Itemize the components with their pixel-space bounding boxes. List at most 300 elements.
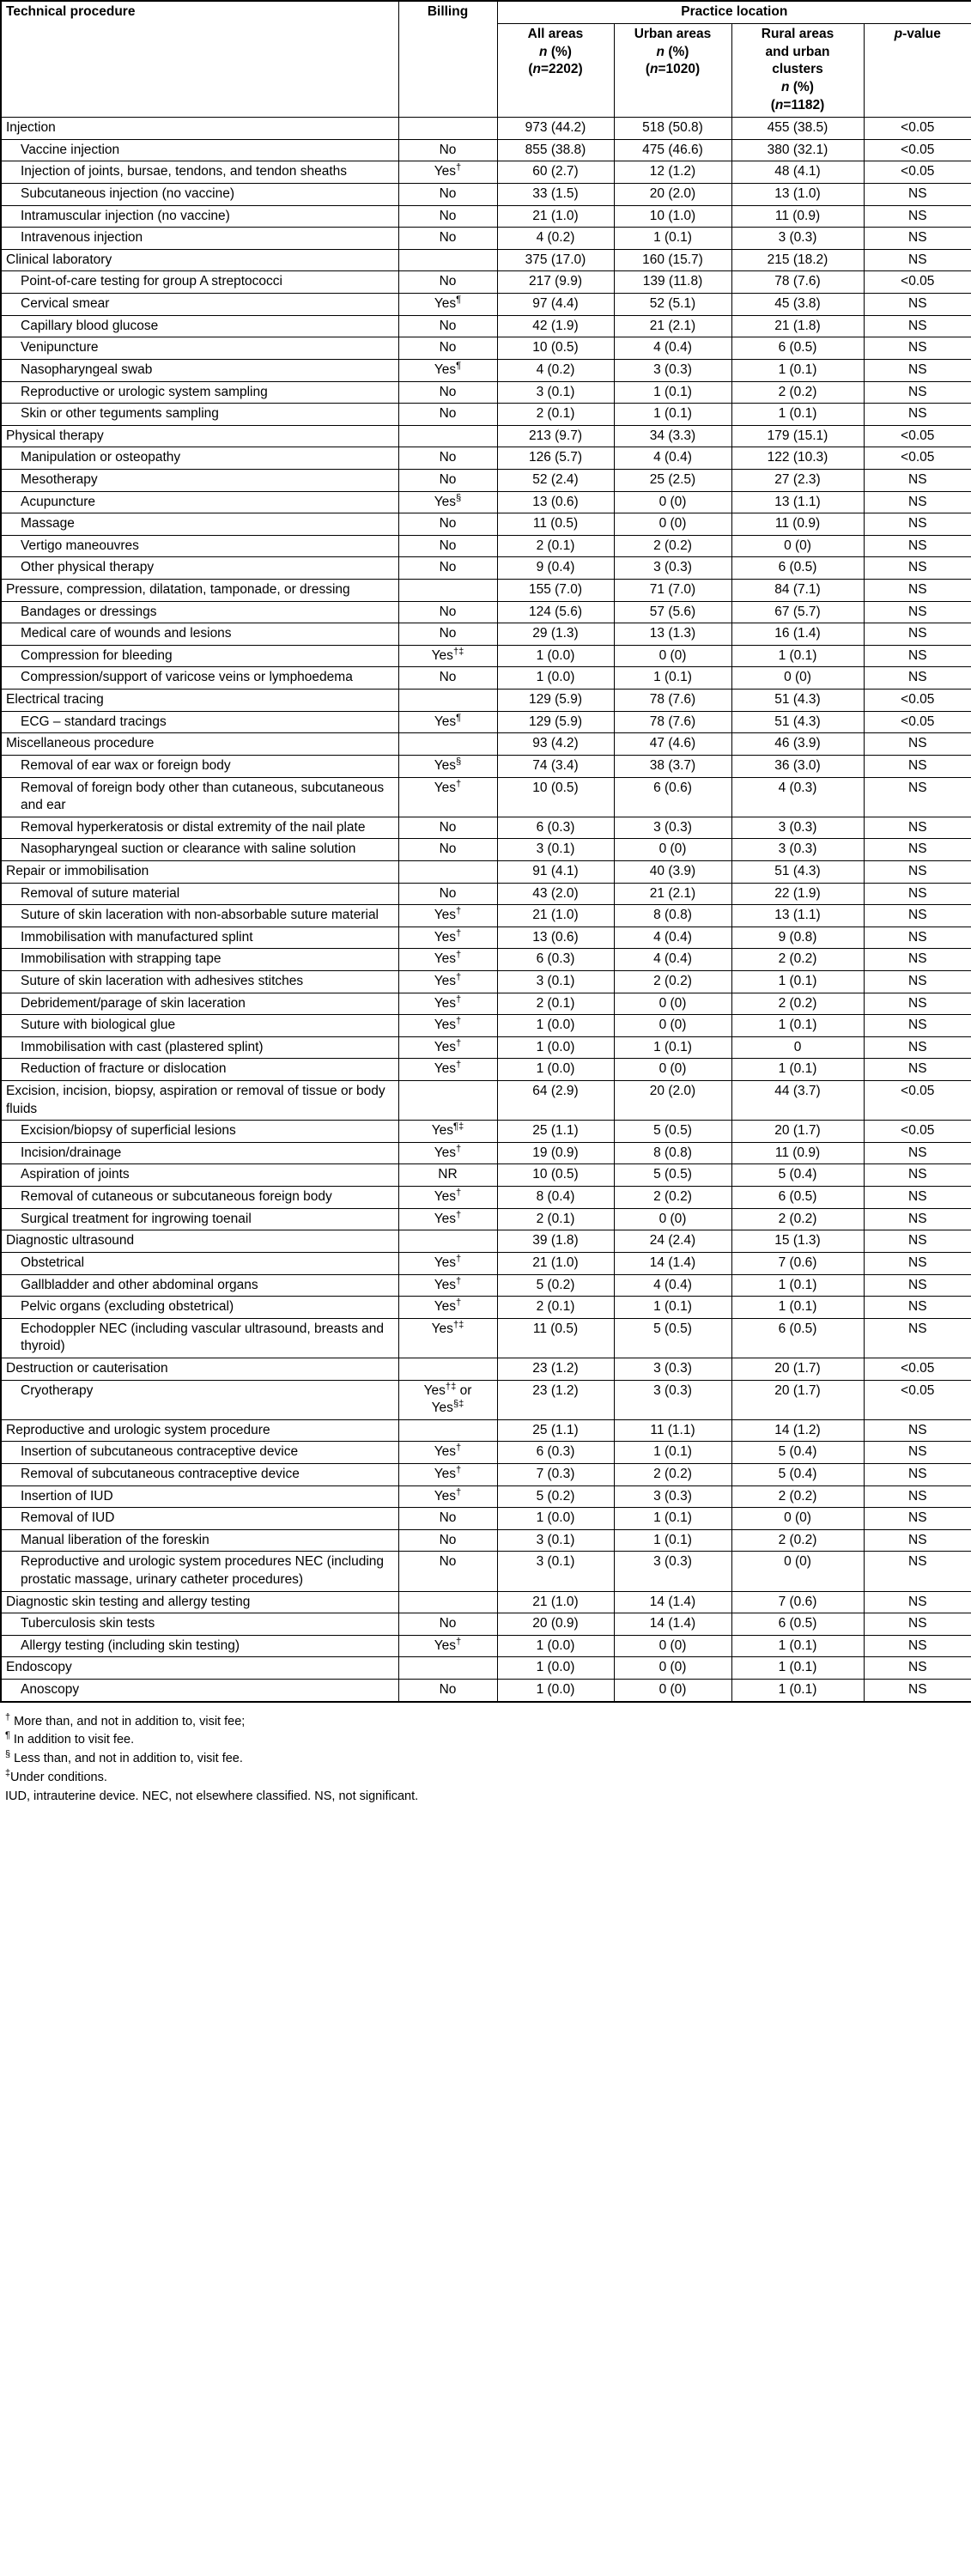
urban-areas-value-cell: 518 (50.8) [614,118,731,140]
p-value-cell: NS [864,535,971,557]
all-areas-value-cell: 5 (0.2) [497,1485,614,1508]
billing-cell: No [398,139,497,161]
footnote-text: More than, and not in addition to, visit fee; [10,1714,246,1728]
p-value-cell: NS [864,1657,971,1680]
p-value-cell: NS [864,469,971,491]
billing-footnote-marker: †‡ [452,646,464,657]
procedure-name-cell: Medical care of wounds and lesions [1,623,398,646]
all-areas-value-cell: 93 (4.2) [497,733,614,756]
p-value-cell: NS [864,1635,971,1657]
billing-footnote-marker: † [456,1187,462,1198]
urban-areas-value-cell: 475 (46.6) [614,139,731,161]
billing-cell: Yes† [398,1036,497,1059]
rural-areas-value-cell: 1 (0.1) [731,645,864,667]
urban-areas-value-cell: 0 (0) [614,1208,731,1230]
p-value-cell: NS [864,949,971,971]
urban-areas-value-cell: 0 (0) [614,1059,731,1081]
billing-cell: No [398,623,497,646]
table-header [1,1,971,118]
procedure-name-cell: Debridement/parage of skin laceration [1,993,398,1015]
billing-cell: Yes† [398,1464,497,1486]
billing-cell: No [398,271,497,294]
urban-areas-value-cell: 2 (0.2) [614,1464,731,1486]
all-areas-value-cell: 155 (7.0) [497,580,614,602]
all-areas-value-cell: 42 (1.9) [497,315,614,337]
rural-areas-value-cell: 11 (0.9) [731,205,864,228]
urban-areas-value-cell: 24 (2.4) [614,1230,731,1253]
p-value-cell: NS [864,1015,971,1037]
p-value-cell: NS [864,381,971,404]
procedure-name-cell: Nasopharyngeal swab [1,359,398,381]
footnote-text: IUD, intrauterine device. NEC, not elsewhere classified. NS, not significant. [5,1789,419,1803]
urban-areas-value-cell: 3 (0.3) [614,1358,731,1380]
all-areas-value-cell: 21 (1.0) [497,205,614,228]
billing-cell: No [398,447,497,470]
p-value-cell: NS [864,755,971,777]
table-row [1,970,971,993]
procedure-name-cell: Manual liberation of the foreskin [1,1529,398,1552]
rural-areas-value-cell: 36 (3.0) [731,755,864,777]
p-value-cell: <0.05 [864,1380,971,1419]
p-value-cell: NS [864,228,971,250]
table-row [1,1318,971,1358]
table-row [1,1657,971,1680]
footnote-line [5,1731,966,1750]
table-row [1,1252,971,1274]
table-row [1,1230,971,1253]
table-row [1,1142,971,1164]
table-row [1,777,971,817]
table-row [1,184,971,206]
rural-areas-value-cell: 1 (0.1) [731,1680,864,1702]
p-value-cell: NS [864,184,971,206]
footnote-marker: § [5,1749,11,1760]
footnote-marker: ¶ [5,1730,10,1741]
procedure-name-cell: Massage [1,513,398,536]
procedure-name-cell: Cervical smear [1,294,398,316]
procedure-name-cell: Cryotherapy [1,1380,398,1419]
urban-areas-value-cell: 5 (0.5) [614,1318,731,1358]
urban-areas-value-cell: 13 (1.3) [614,623,731,646]
procedure-name-cell: Nasopharyngeal suction or clearance with saline solution [1,839,398,861]
rural-areas-value-cell: 122 (10.3) [731,447,864,470]
footnote-line [5,1788,966,1807]
billing-cell: Yes† [398,1442,497,1464]
procedure-name-cell: Removal of subcutaneous contraceptive device [1,1464,398,1486]
p-value-cell: <0.05 [864,690,971,712]
p-value-cell: NS [864,557,971,580]
p-value-cell: NS [864,1529,971,1552]
billing-footnote-marker: § [456,756,462,767]
procedure-name-cell: Compression for bleeding [1,645,398,667]
p-value-cell: NS [864,1059,971,1081]
billing-cell: No [398,469,497,491]
all-areas-value-cell: 1 (0.0) [497,1015,614,1037]
all-areas-value-cell: 2 (0.1) [497,535,614,557]
table-row [1,1380,971,1419]
urban-areas-value-cell: 47 (4.6) [614,733,731,756]
billing-cell: No [398,1613,497,1636]
all-areas-value-cell: 64 (2.9) [497,1081,614,1121]
all-areas-value-cell: 10 (0.5) [497,337,614,360]
table-row [1,1297,971,1319]
billing-cell: No [398,1680,497,1702]
billing-footnote-marker: †‡ [445,1381,457,1392]
all-areas-value-cell: 39 (1.8) [497,1230,614,1253]
billing-footnote-marker: ¶ [456,360,462,371]
rural-areas-value-cell: 51 (4.3) [731,860,864,883]
procedure-name-cell: Incision/drainage [1,1142,398,1164]
billing-footnote-marker: † [456,162,462,173]
procedure-name-cell: Echodoppler NEC (including vascular ultrasound, breasts and thyroid) [1,1318,398,1358]
billing-cell: No [398,184,497,206]
rural-areas-value-cell: 380 (32.1) [731,139,864,161]
rural-areas-value-cell: 48 (4.1) [731,161,864,184]
billing-footnote-marker: † [456,1143,462,1154]
procedure-name-cell: Bandages or dressings [1,601,398,623]
table-row [1,905,971,927]
urban-areas-value-cell: 2 (0.2) [614,970,731,993]
all-areas-value-cell: 6 (0.3) [497,949,614,971]
urban-areas-value-cell: 1 (0.1) [614,1297,731,1319]
rural-areas-value-cell: 9 (0.8) [731,927,864,949]
table-row [1,337,971,360]
table-row [1,1358,971,1380]
p-value-cell: NS [864,359,971,381]
all-areas-value-cell: 129 (5.9) [497,711,614,733]
procedure-name-cell: Clinical laboratory [1,249,398,271]
table-row [1,425,971,447]
table-row [1,118,971,140]
rural-areas-value-cell: 20 (1.7) [731,1380,864,1419]
billing-cell [398,249,497,271]
table-row [1,645,971,667]
procedure-name-cell: Allergy testing (including skin testing) [1,1635,398,1657]
procedure-name-cell: Removal of IUD [1,1508,398,1530]
all-areas-value-cell: 213 (9.7) [497,425,614,447]
table-row [1,1121,971,1143]
all-areas-value-cell: 9 (0.4) [497,557,614,580]
all-areas-value-cell: 3 (0.1) [497,970,614,993]
table-row [1,755,971,777]
rural-areas-value-cell: 2 (0.2) [731,949,864,971]
table-row [1,1015,971,1037]
rural-areas-value-cell: 44 (3.7) [731,1081,864,1121]
procedure-name-cell: Immobilisation with manufactured splint [1,927,398,949]
billing-footnote-marker: † [456,950,462,961]
table-row [1,404,971,426]
billing-cell: Yes† [398,970,497,993]
urban-areas-value-cell: 8 (0.8) [614,1142,731,1164]
table-row [1,1591,971,1613]
billing-footnote-marker: †‡ [452,1319,464,1330]
table-row [1,1036,971,1059]
procedure-name-cell: Removal of cutaneous or subcutaneous foreign body [1,1187,398,1209]
rural-areas-value-cell: 51 (4.3) [731,711,864,733]
p-value-cell: <0.05 [864,711,971,733]
procedure-name-cell: Compression/support of varicose veins or lymphoedema [1,667,398,690]
p-value-cell: NS [864,667,971,690]
urban-areas-value-cell: 11 (1.1) [614,1419,731,1442]
p-value-cell: NS [864,777,971,817]
billing-cell: No [398,1508,497,1530]
table-row [1,690,971,712]
billing-cell [398,690,497,712]
procedure-name-cell: ECG – standard tracings [1,711,398,733]
all-areas-value-cell: 1 (0.0) [497,1657,614,1680]
rural-areas-value-cell: 1 (0.1) [731,1297,864,1319]
all-areas-value-cell: 1 (0.0) [497,1059,614,1081]
billing-cell: Yes† [398,1485,497,1508]
urban-areas-value-cell: 4 (0.4) [614,927,731,949]
urban-areas-value-cell: 0 (0) [614,491,731,513]
rural-areas-value-cell: 11 (0.9) [731,513,864,536]
p-value-cell: <0.05 [864,139,971,161]
rural-areas-value-cell: 21 (1.8) [731,315,864,337]
billing-cell: No [398,513,497,536]
procedure-name-cell: Injection [1,118,398,140]
billing-cell: Yes† [398,1142,497,1164]
urban-areas-value-cell: 21 (2.1) [614,315,731,337]
procedure-name-cell: Endoscopy [1,1657,398,1680]
table-row [1,1680,971,1702]
table-row [1,839,971,861]
billing-cell: Yes† [398,905,497,927]
footnote-text: Under conditions. [10,1770,107,1784]
procedure-name-cell: Venipuncture [1,337,398,360]
urban-areas-value-cell: 0 (0) [614,1680,731,1702]
procedure-name-cell: Diagnostic skin testing and allergy testing [1,1591,398,1613]
billing-cell: Yes† [398,1208,497,1230]
all-areas-value-cell: 11 (0.5) [497,1318,614,1358]
p-value-cell: NS [864,294,971,316]
procedure-name-cell: Destruction or cauterisation [1,1358,398,1380]
billing-cell: Yes¶ [398,711,497,733]
all-areas-value-cell: 21 (1.0) [497,1591,614,1613]
table-row [1,927,971,949]
rural-areas-value-cell: 0 [731,1036,864,1059]
rural-areas-value-cell: 6 (0.5) [731,557,864,580]
rural-areas-value-cell: 1 (0.1) [731,970,864,993]
all-areas-value-cell: 375 (17.0) [497,249,614,271]
table-row [1,1164,971,1187]
procedure-name-cell: Point-of-care testing for group A streptococci [1,271,398,294]
urban-areas-value-cell: 5 (0.5) [614,1121,731,1143]
procedure-name-cell: Vaccine injection [1,139,398,161]
table-row [1,1274,971,1297]
p-value-cell: NS [864,1464,971,1486]
urban-areas-value-cell: 0 (0) [614,1657,731,1680]
billing-footnote-marker: † [456,1275,462,1286]
column-header-all-areas [497,23,614,118]
urban-areas-value-cell: 1 (0.1) [614,404,731,426]
procedure-name-cell: Repair or immobilisation [1,860,398,883]
procedure-name-cell: Physical therapy [1,425,398,447]
procedure-name-cell: Reproductive or urologic system sampling [1,381,398,404]
procedure-name-cell: Pressure, compression, dilatation, tamponade, or dressing [1,580,398,602]
rural-areas-value-cell: 0 (0) [731,1508,864,1530]
all-areas-value-cell: 4 (0.2) [497,359,614,381]
billing-cell: No [398,228,497,250]
rural-areas-value-cell: 455 (38.5) [731,118,864,140]
table-row [1,249,971,271]
all-areas-value-cell: 855 (38.8) [497,139,614,161]
rural-areas-value-cell: 14 (1.2) [731,1419,864,1442]
procedure-name-cell: Suture of skin laceration with adhesives stitches [1,970,398,993]
rural-areas-value-cell: 11 (0.9) [731,1142,864,1164]
all-areas-value-cell: 60 (2.7) [497,161,614,184]
procedure-name-cell: Intramuscular injection (no vaccine) [1,205,398,228]
rural-areas-value-cell: 16 (1.4) [731,623,864,646]
billing-cell: No [398,404,497,426]
rural-areas-value-cell: 84 (7.1) [731,580,864,602]
urban-areas-value-cell: 38 (3.7) [614,755,731,777]
rural-areas-value-cell: 1 (0.1) [731,1274,864,1297]
billing-cell [398,1230,497,1253]
table-row [1,381,971,404]
billing-cell [398,860,497,883]
urban-areas-value-cell: 20 (2.0) [614,184,731,206]
procedure-name-cell: Insertion of subcutaneous contraceptive device [1,1442,398,1464]
p-value-cell: <0.05 [864,447,971,470]
billing-cell: No [398,839,497,861]
all-areas-value-cell: 25 (1.1) [497,1121,614,1143]
billing-cell: NR [398,1164,497,1187]
procedure-name-cell: Reproductive and urologic system procedure [1,1419,398,1442]
all-areas-value-cell: 21 (1.0) [497,905,614,927]
column-header-rural-areas [731,23,864,118]
procedure-name-cell: Reduction of fracture or dislocation [1,1059,398,1081]
footnote-line [5,1750,966,1769]
rural-areas-value-cell: 7 (0.6) [731,1591,864,1613]
rural-areas-value-cell: 1 (0.1) [731,1657,864,1680]
procedure-name-cell: Intravenous injection [1,228,398,250]
rural-areas-value-cell: 179 (15.1) [731,425,864,447]
rural-areas-value-cell: 5 (0.4) [731,1442,864,1464]
urban-areas-value-cell: 52 (5.1) [614,294,731,316]
all-areas-value-cell: 2 (0.1) [497,993,614,1015]
billing-footnote-marker: † [456,1486,462,1498]
urban-areas-value-cell: 3 (0.3) [614,359,731,381]
urban-areas-value-cell: 0 (0) [614,839,731,861]
rural-areas-line2: and urban [765,44,830,59]
p-value-cell: <0.05 [864,1358,971,1380]
p-value-cell: NS [864,249,971,271]
p-value-cell: NS [864,839,971,861]
billing-cell: No [398,883,497,905]
procedure-name-cell: Reproductive and urologic system procedures NEC (including prostatic massage, urinary catheter procedures) [1,1552,398,1591]
table-row [1,1485,971,1508]
urban-areas-value-cell: 71 (7.0) [614,580,731,602]
all-areas-value-cell: 25 (1.1) [497,1419,614,1442]
p-value-cell: NS [864,1552,971,1591]
footnote-marker: ‡ [5,1768,11,1779]
all-areas-value-cell: 2 (0.1) [497,1208,614,1230]
rural-areas-value-cell: 3 (0.3) [731,839,864,861]
table-row [1,447,971,470]
urban-areas-value-cell: 0 (0) [614,513,731,536]
all-areas-value-cell: 11 (0.5) [497,513,614,536]
table-row [1,1187,971,1209]
urban-areas-value-cell: 4 (0.4) [614,337,731,360]
procedure-name-cell: Removal of suture material [1,883,398,905]
all-areas-value-cell: 1 (0.0) [497,667,614,690]
p-value-cell: NS [864,1613,971,1636]
all-areas-value-cell: 6 (0.3) [497,817,614,839]
billing-cell: Yes† [398,993,497,1015]
table-row [1,580,971,602]
table-row [1,557,971,580]
procedure-name-cell: Insertion of IUD [1,1485,398,1508]
billing-cell: No [398,601,497,623]
urban-areas-value-cell: 3 (0.3) [614,557,731,580]
p-value-cell: <0.05 [864,1081,971,1121]
rural-areas-value-cell: 46 (3.9) [731,733,864,756]
rural-areas-value-cell: 3 (0.3) [731,228,864,250]
billing-cell: No [398,1552,497,1591]
billing-cell: Yes† [398,161,497,184]
table-row [1,535,971,557]
billing-cell: Yes†‡ [398,645,497,667]
urban-areas-line1: Urban areas [634,26,712,41]
procedure-name-cell: Removal of foreign body other than cutaneous, subcutaneous and ear [1,777,398,817]
urban-areas-value-cell: 139 (11.8) [614,271,731,294]
billing-cell: Yes†‡ or Yes§‡ [398,1380,497,1419]
all-areas-line1: All areas [527,26,584,41]
all-areas-value-cell: 13 (0.6) [497,491,614,513]
all-areas-value-cell: 3 (0.1) [497,1552,614,1591]
all-areas-value-cell: 129 (5.9) [497,690,614,712]
table-row [1,601,971,623]
table-row [1,1613,971,1636]
billing-cell: No [398,205,497,228]
urban-areas-value-cell: 4 (0.4) [614,1274,731,1297]
column-header-technical-procedure: Technical procedure [1,1,398,118]
urban-areas-value-cell: 4 (0.4) [614,949,731,971]
p-value-cell: <0.05 [864,271,971,294]
all-areas-value-cell: 3 (0.1) [497,1529,614,1552]
rural-areas-value-cell: 27 (2.3) [731,469,864,491]
urban-areas-value-cell: 0 (0) [614,1015,731,1037]
urban-areas-value-cell: 0 (0) [614,1635,731,1657]
urban-areas-value-cell: 57 (5.6) [614,601,731,623]
procedure-name-cell: Acupuncture [1,491,398,513]
procedure-name-cell: Other physical therapy [1,557,398,580]
billing-cell [398,580,497,602]
table-row [1,993,971,1015]
procedure-name-cell: Removal hyperkeratosis or distal extremity of the nail plate [1,817,398,839]
billing-cell [398,1358,497,1380]
procedure-name-cell: Removal of ear wax or foreign body [1,755,398,777]
p-value-cell: NS [864,337,971,360]
rural-areas-value-cell: 45 (3.8) [731,294,864,316]
billing-footnote-marker: † [456,906,462,916]
billing-cell: Yes† [398,1015,497,1037]
rural-areas-value-cell: 6 (0.5) [731,1318,864,1358]
procedure-name-cell: Mesotherapy [1,469,398,491]
p-value-cell: <0.05 [864,425,971,447]
billing-cell: Yes† [398,1635,497,1657]
urban-areas-value-cell: 20 (2.0) [614,1081,731,1121]
column-group-header-practice-location: Practice location [497,1,971,23]
table-row [1,139,971,161]
p-value-cell: NS [864,580,971,602]
procedure-name-cell: Anoscopy [1,1680,398,1702]
urban-areas-value-cell: 40 (3.9) [614,860,731,883]
all-areas-value-cell: 1 (0.0) [497,1680,614,1702]
urban-areas-value-cell: 12 (1.2) [614,161,731,184]
urban-areas-value-cell: 4 (0.4) [614,447,731,470]
